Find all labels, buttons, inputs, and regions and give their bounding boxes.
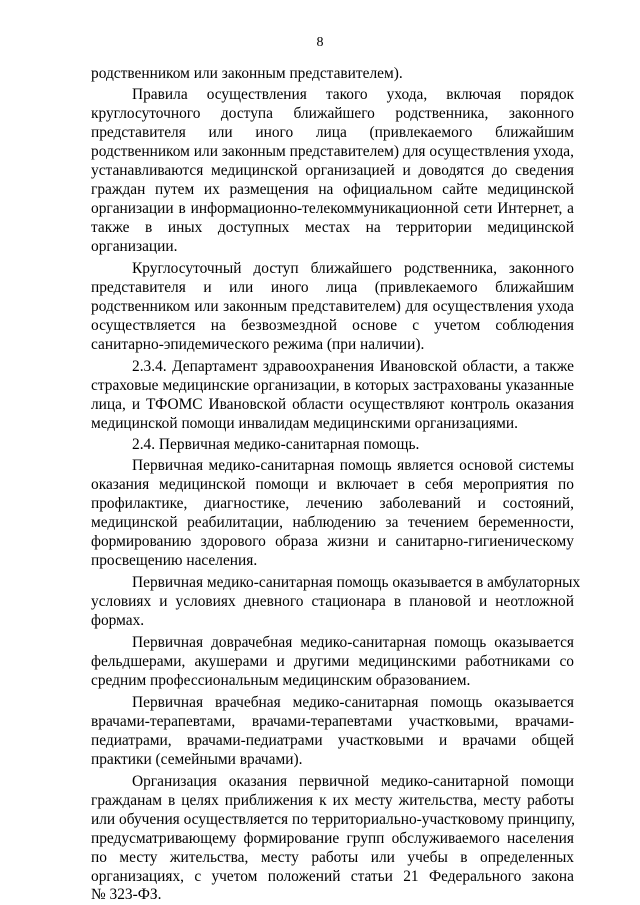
section-heading: 2.4. Первичная медико-санитарная помощь.	[132, 436, 420, 453]
text-line: врачами-терапевтами, врачами-терапевтами участковыми, врачами-	[91, 713, 574, 730]
text-line: Первичная врачебная медико-санитарная помощь оказывается	[132, 694, 574, 711]
text-line: организации.	[91, 238, 178, 255]
text-line: страховые медицинские организации, в которых застрахованы указанные	[91, 377, 574, 394]
text-line: средним профессиональным медицинским образованием.	[91, 672, 471, 689]
text-line: практики (семейными врачами).	[91, 751, 303, 768]
text-line: условиях и условиях дневного стационара в плановой и неотложной	[91, 593, 574, 610]
text-line: Первичная медико-санитарная помощь оказывается в амбулаторных	[132, 574, 581, 591]
text-line: организации в информационно-телекоммуникационной сети Интернет, а	[91, 200, 574, 217]
text-line: формированию здорового образа жизни и санитарно-гигиеническому	[91, 533, 574, 550]
text-line: родственником или законным представителем) для осуществления ухода,	[91, 143, 574, 160]
text-line: Круглосуточный доступ ближайшего родственника, законного	[132, 260, 574, 277]
text-line: осуществляется на безвозмездной основе с учетом соблюдения	[91, 317, 574, 334]
text-line: Организация оказания первичной медико-санитарной помощи	[132, 773, 574, 790]
text-line: фельдшерами, акушерами и другими медицинскими работниками со	[91, 653, 574, 670]
text-line: устанавливаются медицинской организацией и доводятся до сведения	[91, 162, 574, 179]
text-line: Правила осуществления такого ухода, включая порядок	[132, 86, 574, 103]
text-line: лица, и ТФОМС Ивановской области осуществляют контроль оказания	[91, 396, 574, 413]
page-number: 8	[316, 35, 324, 50]
text-line: или обучения осуществляется по территориально-участковому принципу,	[91, 811, 575, 828]
text-line: Первичная медико-санитарная помощь является основой системы	[132, 457, 574, 474]
text-line: медицинской помощи инвалидам медицинскими организациями.	[91, 415, 518, 432]
text-line: 2.3.4. Департамент здравоохранения Ивановской области, а также	[132, 358, 574, 375]
text-line: Первичная доврачебная медико-санитарная помощь оказывается	[132, 634, 574, 651]
text-line: педиатрами, врачами-педиатрами участковыми и врачами общей	[91, 732, 574, 749]
text-line: круглосуточного доступа ближайшего родственника, законного	[91, 105, 574, 122]
text-line: представителя и или иного лица (привлекаемого ближайшим	[91, 279, 574, 296]
text-line: профилактике, диагностике, лечению заболеваний и состояний,	[91, 495, 574, 512]
text-line: № 323-ФЗ.	[91, 886, 162, 903]
text-line: формах.	[91, 612, 145, 629]
text-line: санитарно-эпидемического режима (при наличии).	[91, 336, 425, 353]
text-line: родственником или законным представителем) для осуществления ухода	[91, 298, 574, 315]
text-line: медицинской реабилитации, наблюдению за течением беременности,	[91, 514, 574, 531]
text-line: представителя или иного лица (привлекаемого ближайшим	[91, 124, 574, 141]
text-line: родственником или законным представителем).	[91, 65, 403, 82]
text-line: граждан путем их размещения на официальном сайте медицинской	[91, 181, 574, 198]
text-line: предусматривающему формирование групп обслуживаемого населения	[91, 830, 574, 847]
text-line: просвещению населения.	[91, 552, 258, 569]
text-line: организациях, с учетом положений статьи 21 Федерального закона	[91, 868, 574, 885]
text-line: гражданам в целях приближения к их месту жительства, месту работы	[91, 792, 574, 809]
text-line: по месту жительства, месту работы или учебы в определенных	[91, 849, 574, 866]
text-line: также в иных доступных местах на территории медицинской	[91, 219, 574, 236]
text-line: оказания медицинской помощи и включает в себя мероприятия по	[91, 476, 574, 493]
